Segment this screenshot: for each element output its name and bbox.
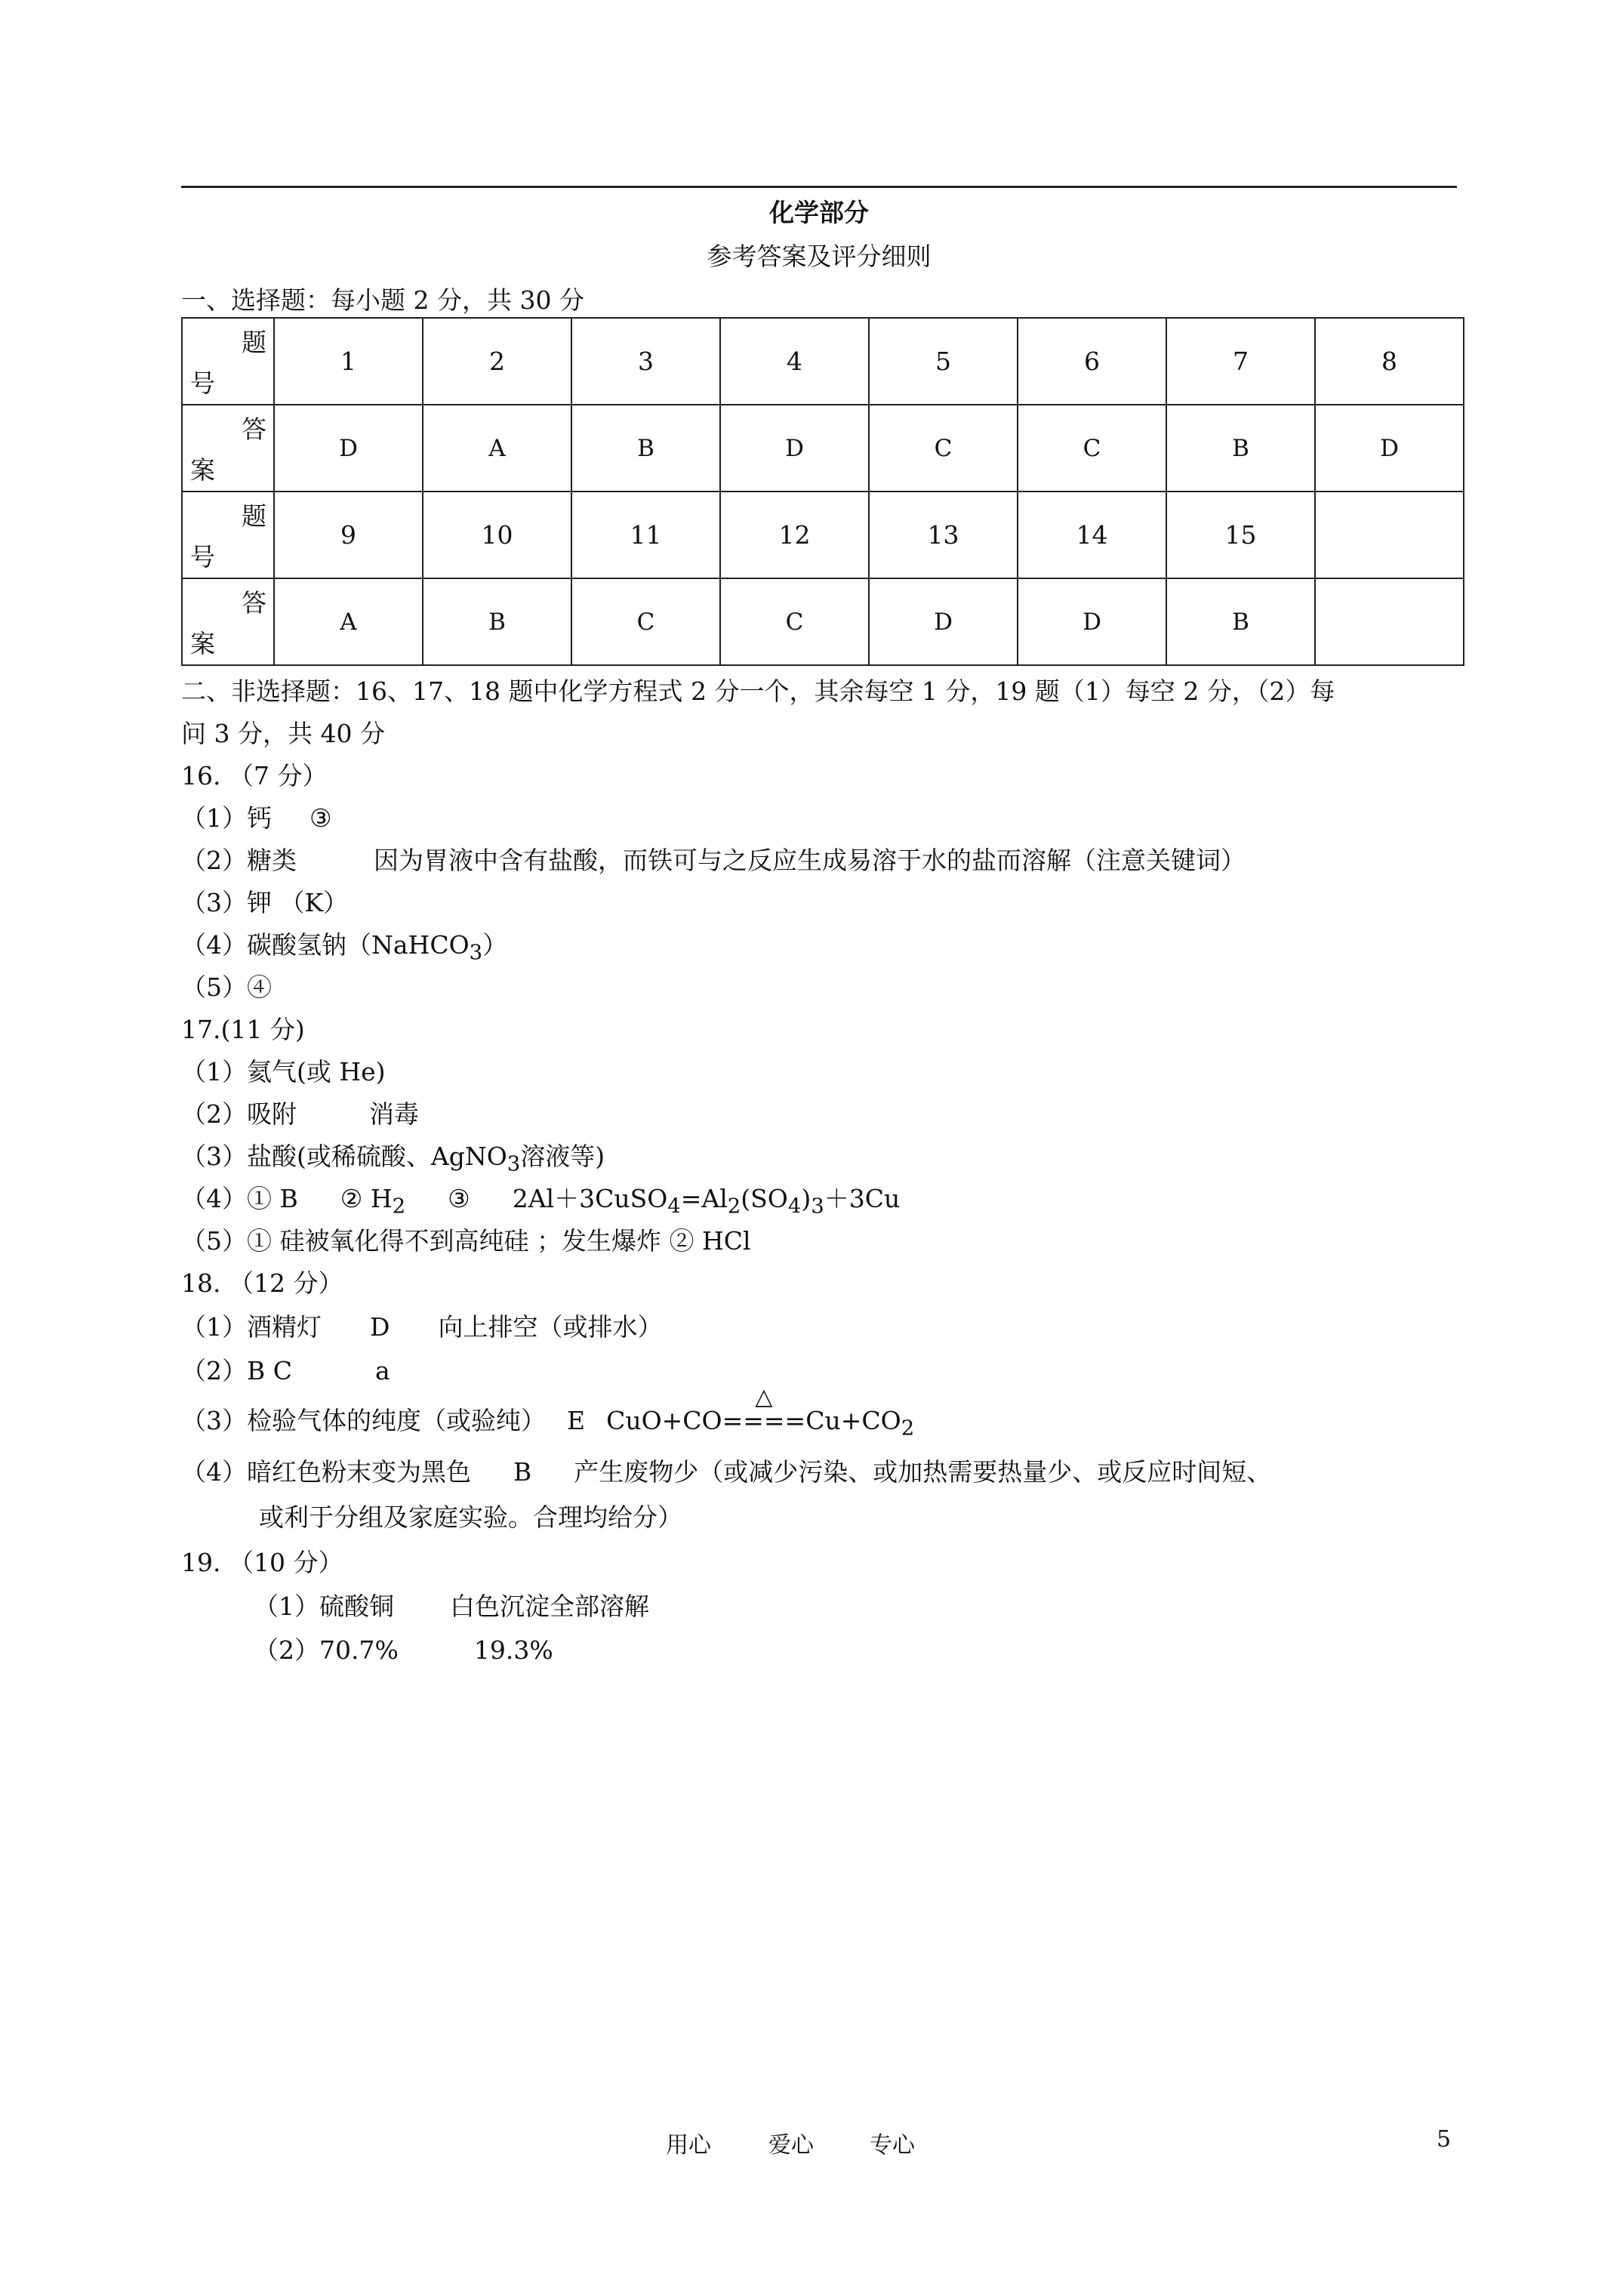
q17-part3 (181, 1137, 605, 1176)
answer-cell: C (1018, 405, 1166, 492)
q19-part1-answer-a: （1）硫酸铜 (254, 1592, 394, 1621)
q18-equation (606, 1384, 915, 1441)
answer-cell (1315, 578, 1464, 665)
q16-part2-explanation: 因为胃液中含有盐酸，而铁可与之反应生成易溶于水的盐而溶解（注意关键词） (374, 846, 1246, 875)
q18-part3 (181, 1384, 915, 1441)
question-number-cell: 6 (1018, 318, 1166, 405)
eq-part: CuO+CO (606, 1406, 722, 1435)
q16-part2 (181, 841, 1246, 877)
question-number-cell (1315, 492, 1464, 578)
section2-heading: 二、非选择题：16、17、18 题中化学方程式 2 分一个，其余每空 1 分，19 题（1）每空 2 分，（2）每 (181, 676, 1335, 706)
q18-part4 (181, 1453, 1271, 1488)
row-label-top: 答 (242, 588, 266, 618)
heat-triangle-icon: △ (755, 1384, 773, 1410)
eq-part: ) (801, 1184, 812, 1213)
q17-part3-text: （3）盐酸(或稀硫酸、AgNO (181, 1142, 507, 1171)
q17-equation (512, 1184, 901, 1219)
footer-motto-1: 用心 (666, 2132, 711, 2159)
q17-part3-rest: 溶液等) (520, 1142, 605, 1171)
eq-sign: ==== (722, 1406, 806, 1435)
q17-part5: （5）① 硅被氧化得不到高纯硅 ；发生爆炸 ② HCl (181, 1226, 751, 1256)
q16-part4-sub: 3 (469, 940, 483, 965)
eq-part: 2Al＋3CuSO (512, 1184, 668, 1213)
q18-part3-answer-b: E (567, 1406, 586, 1435)
row-label-top: 答 (242, 415, 266, 444)
question-number-cell: 11 (571, 492, 720, 578)
q19-part2 (254, 1631, 553, 1666)
footer-motto-3: 专心 (870, 2132, 915, 2159)
q17-part4-sub: 2 (392, 1194, 406, 1219)
answer-cell: D (869, 578, 1018, 665)
q17-title: 17.(11 分) (181, 1015, 305, 1044)
answer-cell: D (1018, 578, 1166, 665)
eq-part: =Al (680, 1184, 728, 1213)
question-number-cell: 1 (274, 318, 423, 405)
row-label-cell (182, 492, 274, 578)
q16-part1-answer: （1）钙 (181, 803, 272, 833)
q16-part5: （5）④ (181, 972, 272, 1002)
q19-part2-answer-a: （2）70.7% (254, 1635, 399, 1665)
table-row (182, 405, 1464, 492)
q16-part2-answer: （2）糖类 (181, 846, 297, 875)
eq-sub: 3 (811, 1194, 824, 1219)
q17-part4-answer-b: ② H (340, 1184, 393, 1213)
question-number-cell: 3 (571, 318, 720, 405)
question-number-cell: 9 (274, 492, 423, 578)
q18-part1-answer-a: （1）酒精灯 (181, 1312, 322, 1342)
answer-cell: B (1166, 405, 1315, 492)
q17-part2-answer-b: 消毒 (369, 1099, 419, 1129)
answer-cell: D (1315, 405, 1464, 492)
q16-part3: （3）钾 （K） (181, 888, 349, 917)
q16-part4 (181, 926, 507, 965)
q18-part3-answer-a: （3）检验气体的纯度（或验纯） (181, 1406, 546, 1435)
section1-heading: 一、选择题：每小题 2 分，共 30 分 (181, 285, 584, 315)
question-number-cell: 10 (423, 492, 571, 578)
q18-part4-answer-a: （4）暗红色粉末变为黑色 (181, 1457, 471, 1487)
row-label-cell (182, 405, 274, 492)
eq-part: (SO (741, 1184, 788, 1213)
q16-title: 16. （7 分） (181, 761, 328, 791)
q17-part4-marker: ③ (448, 1184, 470, 1213)
question-number-cell: 5 (869, 318, 1018, 405)
q16-part1-option: ③ (310, 803, 332, 833)
answer-cell: B (571, 405, 720, 492)
q18-part1 (181, 1308, 662, 1343)
header-rule (181, 186, 1457, 188)
q17-part3-sub: 3 (507, 1151, 521, 1176)
question-number-cell: 14 (1018, 492, 1166, 578)
q17-part4 (181, 1179, 900, 1219)
q16-part4-close: ） (482, 930, 508, 960)
row-label-bottom: 案 (190, 629, 215, 658)
q18-part4-answer-b: B (513, 1457, 532, 1487)
eq-part: Cu+CO (805, 1406, 901, 1435)
section2-heading-cont: 问 3 分，共 40 分 (181, 719, 385, 748)
row-label-bottom: 号 (190, 368, 215, 398)
q16-part4-text: （4）碳酸氢钠（NaHCO (181, 930, 470, 960)
q16-part1 (181, 799, 332, 834)
q19-part2-answer-b: 19.3% (473, 1635, 553, 1665)
answer-cell: D (720, 405, 869, 492)
answer-cell: C (720, 578, 869, 665)
footer-motto-2: 爱心 (768, 2132, 814, 2159)
page-title: 化学部分 (769, 198, 869, 227)
q19-part1 (254, 1587, 649, 1623)
row-label-bottom: 号 (190, 542, 215, 572)
q18-part2-answer-a: （2）B C (181, 1356, 292, 1385)
answer-cell: A (274, 578, 423, 665)
table-row (182, 578, 1464, 665)
question-number-cell: 2 (423, 318, 571, 405)
eq-sub: 4 (667, 1194, 681, 1219)
row-label-top: 题 (242, 328, 266, 357)
q19-title: 19. （10 分） (181, 1548, 343, 1577)
eq-sub: 2 (727, 1194, 741, 1219)
answer-cell: D (274, 405, 423, 492)
answer-cell: A (423, 405, 571, 492)
row-label-cell (182, 318, 274, 405)
q18-part2 (181, 1351, 390, 1387)
table-row (182, 318, 1464, 405)
q17-part4-answer-a: （4）① B (181, 1184, 298, 1213)
question-number-cell: 15 (1166, 492, 1315, 578)
q17-part2 (181, 1095, 419, 1130)
question-number-cell: 12 (720, 492, 869, 578)
table-row (182, 492, 1464, 578)
heat-condition (722, 1384, 806, 1435)
row-label-top: 题 (242, 501, 266, 531)
row-label-bottom: 案 (190, 455, 215, 485)
q18-title: 18. （12 分） (181, 1268, 343, 1298)
page-number: 5 (1437, 2126, 1452, 2153)
answer-cell: C (869, 405, 1018, 492)
eq-part: ＋3Cu (824, 1184, 901, 1213)
question-number-cell: 4 (720, 318, 869, 405)
row-label-cell (182, 578, 274, 665)
q19-part1-answer-b: 白色沉淀全部溶解 (450, 1592, 649, 1621)
eq-sub: 4 (787, 1194, 802, 1219)
answer-cell: C (571, 578, 720, 665)
q18-part4-answer-c: 产生废物少（或减少污染、或加热需要热量少、或反应时间短、 (574, 1457, 1272, 1487)
q18-part4-cont: 或利于分组及家庭实验。合理均给分） (259, 1502, 682, 1532)
answer-cell: B (1166, 578, 1315, 665)
q17-part2-answer-a: （2）吸附 (181, 1099, 297, 1129)
q18-part1-answer-c: 向上排空（或排水） (438, 1312, 663, 1342)
answer-cell: B (423, 578, 571, 665)
q17-part1: （1）氦气(或 He) (181, 1057, 386, 1086)
question-number-cell: 7 (1166, 318, 1315, 405)
q18-part2-answer-b: a (375, 1356, 390, 1385)
answer-table (181, 317, 1464, 666)
eq-sub: 2 (901, 1416, 915, 1441)
page-subtitle: 参考答案及评分细则 (707, 242, 932, 271)
q18-part1-answer-b: D (370, 1312, 390, 1342)
question-number-cell: 13 (869, 492, 1018, 578)
question-number-cell: 8 (1315, 318, 1464, 405)
